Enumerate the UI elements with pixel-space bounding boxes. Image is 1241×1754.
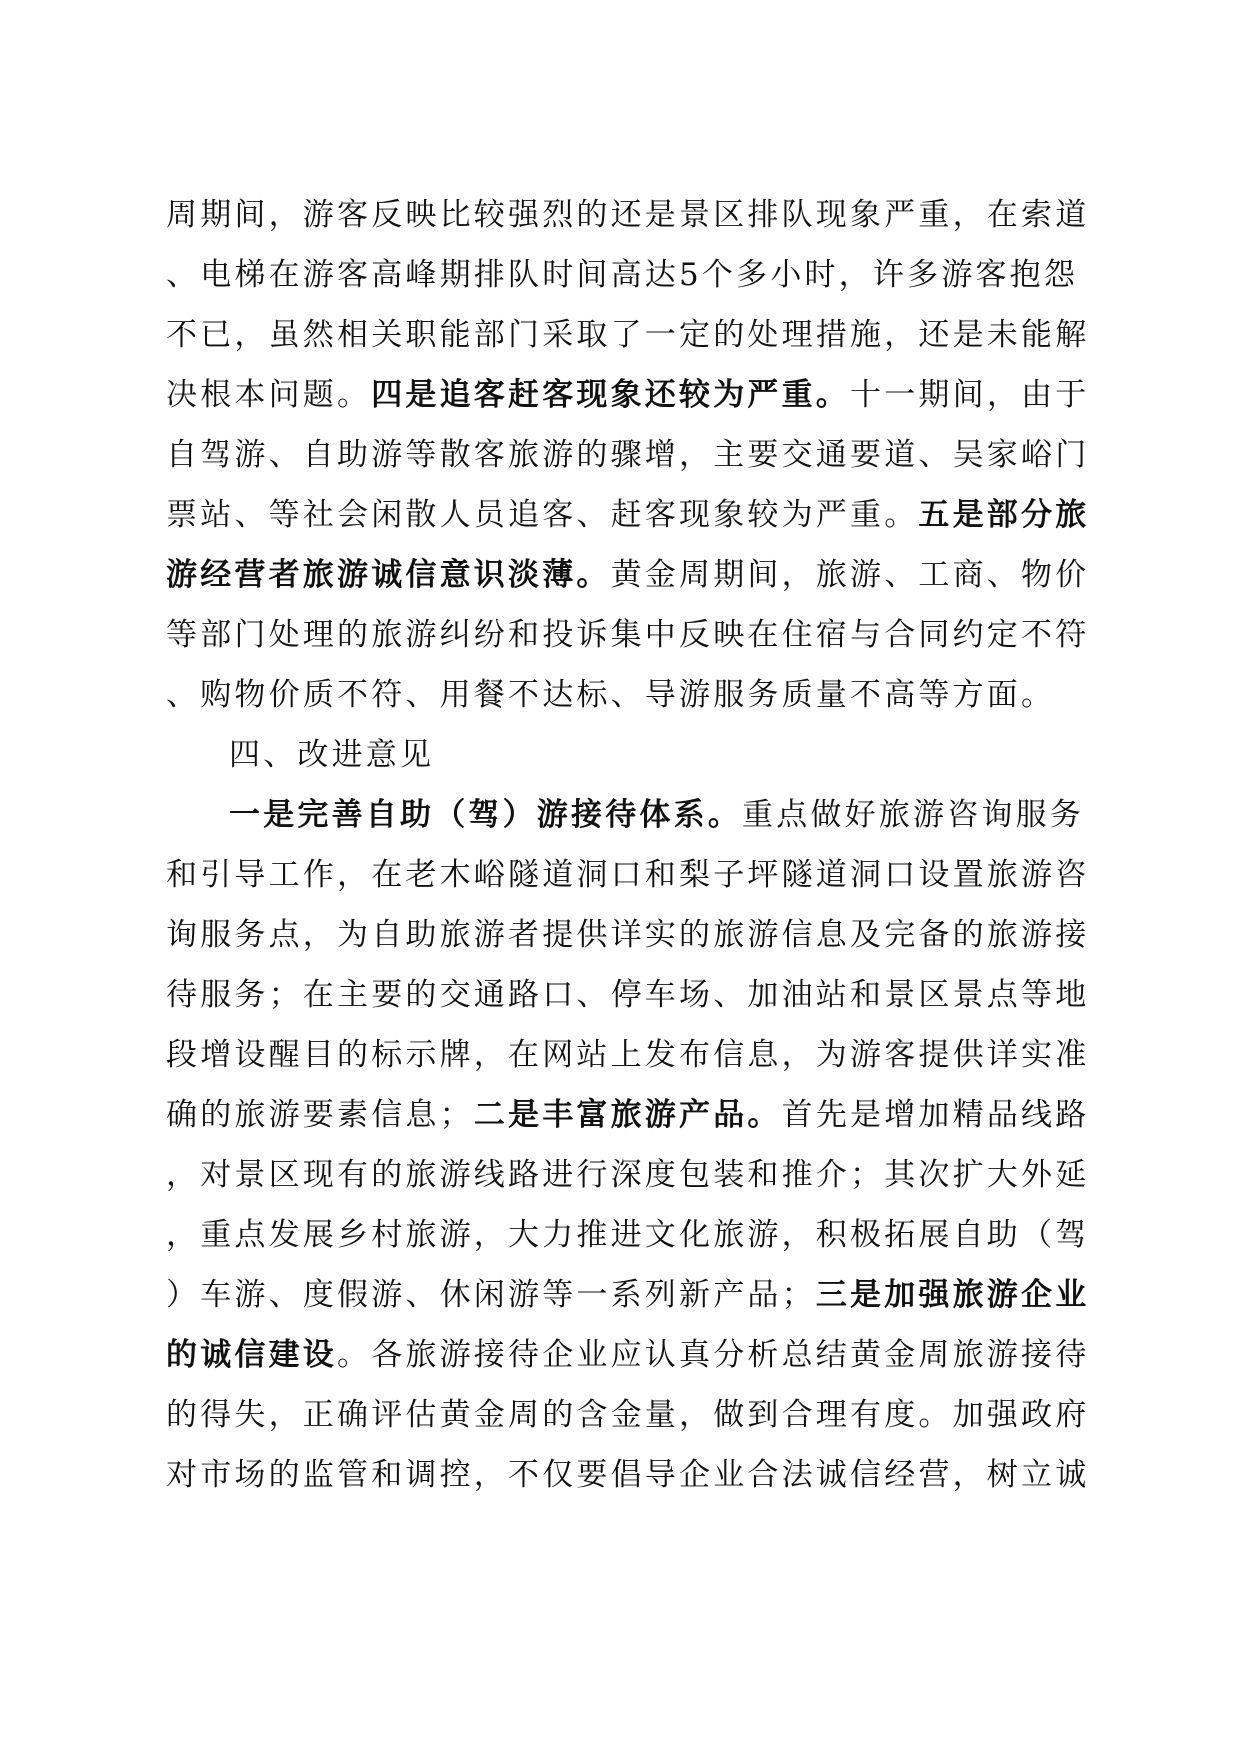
- text-run: 对市场的监管和调控，不仅要倡导企业合法诚信经营，树立诚: [166, 1457, 1090, 1493]
- text-run: 周期间，游客反映比较强烈的还是景区排队现象严重，在索道: [166, 197, 1090, 233]
- text-run: 、电梯在游客高峰期排队时间高达5个多小时，许多游客抱怨: [166, 257, 1079, 293]
- bold-heading-run: 游经营者旅游诚信意识淡薄。: [166, 557, 611, 593]
- bold-heading-run: 一是完善自助（驾）游接待体系。: [229, 797, 742, 833]
- text-run: 的得失，正确评估黄金周的含金量，做到合理有度。加强政府: [166, 1397, 1090, 1433]
- text-run: ，重点发展乡村旅游，大力推进文化旅游，积极拓展自助（驾: [166, 1217, 1090, 1253]
- text-line: [166, 965, 1090, 1025]
- text-run: 自驾游、自助游等散客旅游的骤增，主要交通要道、吴家峪门: [166, 437, 1090, 473]
- text-line: [166, 905, 1090, 965]
- text-line: [166, 1205, 1090, 1265]
- text-line: [166, 1265, 1090, 1325]
- section-heading-text: 四、改进意见: [229, 737, 435, 773]
- text-line: [166, 1385, 1090, 1445]
- text-line: [166, 665, 1066, 725]
- bold-heading-run: 的诚信建设: [166, 1337, 337, 1373]
- text-line: [166, 605, 1090, 665]
- text-line: [166, 1445, 1090, 1505]
- bold-heading-run: 五是部分旅: [918, 497, 1090, 533]
- text-run: ）车游、度假游、休闲游等一系列新产品；: [166, 1277, 816, 1313]
- text-line: [166, 305, 1090, 365]
- text-run: ，对景区现有的旅游线路进行深度包装和推介；其次扩大外延: [166, 1157, 1090, 1193]
- text-run: 、购物价质不符、用餐不达标、导游服务质量不高等方面。: [166, 677, 1056, 713]
- text-run: 段增设醒目的标示牌，在网站上发布信息，为游客提供详实准: [166, 1037, 1090, 1073]
- text-line: [166, 245, 1079, 305]
- text-run: 和引导工作，在老木峪隧道洞口和梨子坪隧道洞口设置旅游咨: [166, 857, 1090, 893]
- text-run: 票站、等社会闲散人员追客、赶客现象较为严重。: [166, 497, 919, 533]
- section-heading: [229, 725, 1066, 785]
- text-run: 确的旅游要素信息；: [166, 1097, 474, 1133]
- bold-heading-run: 四是追客赶客现象还较为严重。: [371, 377, 851, 413]
- text-line: [166, 365, 1090, 425]
- text-run: 首先是增加精品线路: [781, 1097, 1090, 1133]
- text-run: 待服务；在主要的交通路口、停车场、加油站和景区景点等地: [166, 977, 1090, 1013]
- text-line: [166, 1145, 1090, 1205]
- text-run: 决根本问题。: [166, 377, 372, 413]
- text-run: 重点做好旅游咨询服务: [742, 797, 1084, 833]
- text-line: [166, 1025, 1090, 1085]
- text-run: 询服务点，为自助旅游者提供详实的旅游信息及完备的旅游接: [166, 917, 1090, 953]
- text-line: [166, 1085, 1090, 1145]
- bold-heading-run: 三是加强旅游企业: [815, 1277, 1090, 1313]
- text-run: 黄金周期间，旅游、工商、物价: [610, 557, 1090, 593]
- text-run: 不已，虽然相关职能部门采取了一定的处理措施，还是未能解: [166, 317, 1090, 353]
- text-line: [166, 1325, 1090, 1385]
- text-line: [166, 485, 1090, 545]
- text-line: [166, 185, 1090, 245]
- text-run: 等部门处理的旅游纠纷和投诉集中反映在住宿与合同约定不符: [166, 617, 1090, 653]
- text-run: 十一期间，由于: [850, 377, 1090, 413]
- text-line: [166, 845, 1090, 905]
- bold-heading-run: 二是丰富旅游产品。: [473, 1097, 782, 1133]
- text-line: [166, 545, 1090, 605]
- text-line: [166, 425, 1090, 485]
- text-run: 。各旅游接待企业应认真分析总结黄金周旅游接待: [337, 1337, 1090, 1373]
- text-line: [229, 785, 1084, 845]
